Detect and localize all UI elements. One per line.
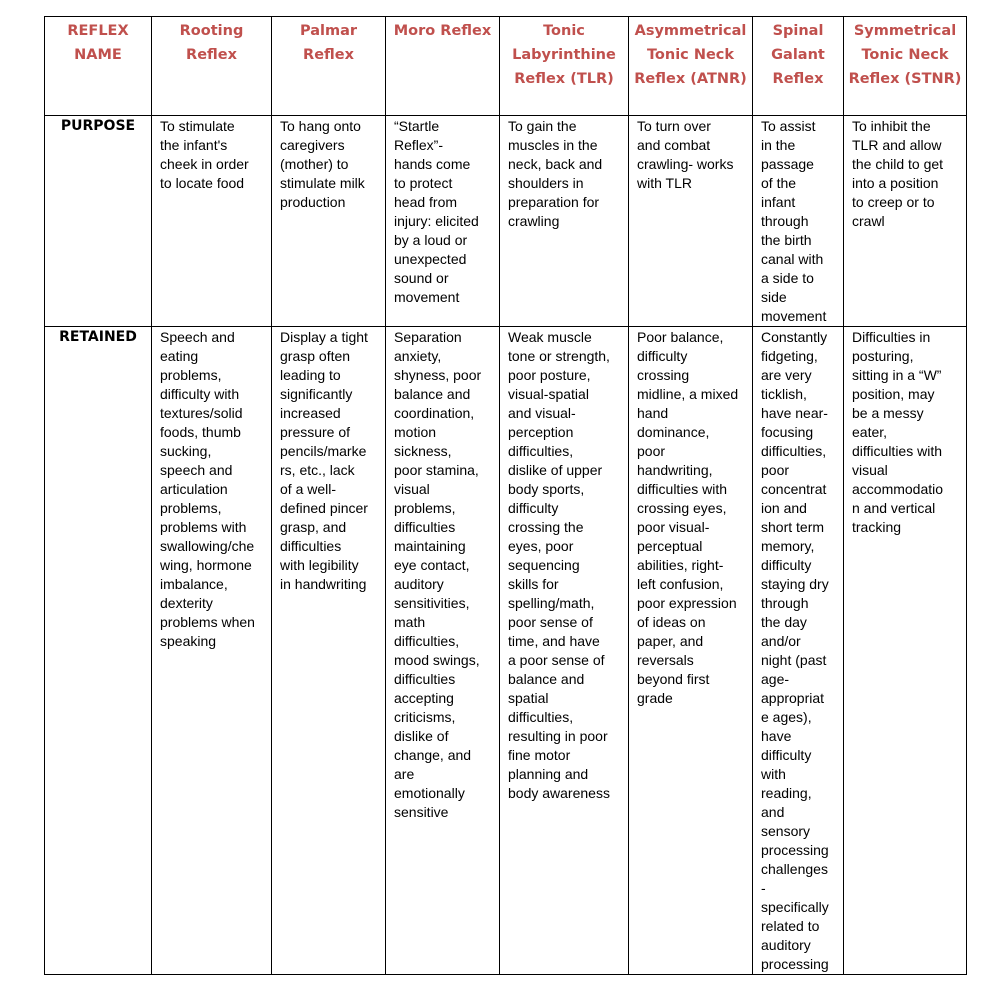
header-cell-spinal-galant [753, 17, 844, 116]
header-cell-atnr [629, 17, 753, 116]
retained-row [45, 327, 967, 975]
header-cell-tlr [500, 17, 629, 116]
cell-text: To assist in the passage of the infant through the birth canal with a side to side movement [761, 118, 827, 324]
header-cell-stnr [844, 17, 967, 116]
reflex-table [44, 16, 967, 975]
cell-text: Difficulties in posturing, sitting in a “W” position, may be a messy eater, difficulties with visual accommodatio n and vertical tracking [852, 329, 944, 535]
header-cell-moro [386, 17, 500, 116]
cell-text: Poor balance, difficulty crossing midline, a mixed hand dominance, poor handwriting, difficulties with crossing eyes, poor visual- perceptual abilities, right- left confusion, poor expression of ideas on paper, and reversals beyond first grade [637, 329, 739, 706]
header-rooting-reflex: Rooting Reflex [179, 23, 244, 63]
retained-cell-rooting [152, 327, 272, 975]
header-moro-reflex: Moro Reflex [393, 23, 492, 39]
header-cell-palmar [272, 17, 386, 116]
header-row [45, 17, 967, 116]
retained-cell-tlr [500, 327, 629, 975]
retained-label: RETAINED [45, 327, 152, 975]
header-palmar-reflex: Palmar Reflex [299, 23, 358, 63]
purpose-cell-tlr [500, 116, 629, 327]
cell-text: To gain the muscles in the neck, back and shoulders in preparation for crawling [508, 118, 603, 229]
cell-text: To stimulate the infant's cheek in order to locate food [160, 118, 249, 191]
cell-text: Weak muscle tone or strength, poor posture, visual-spatial and visual- perception difficulties, dislike of upper body sports, difficulty crossing the eyes, poor sequencing skills for spelling/math, poor sense of time, and have a poor sense of balance and spatial difficulties, resulting in poor fine motor planning and body awareness [508, 329, 610, 801]
retained-cell-stnr [844, 327, 967, 975]
cell-text: Separation anxiety, shyness, poor balance and coordination, motion sickness, poor stamina, visual problems, difficulties maintaining eye contact, auditory sensitivities, math difficulties, mood swings, difficulties accepting criticisms, dislike of change, and are emotionally sensitive [394, 329, 482, 820]
header-label: REFLEX NAME [67, 23, 129, 63]
retained-cell-palmar [272, 327, 386, 975]
cell-text: To hang onto caregivers (mother) to stimulate milk production [280, 118, 365, 210]
purpose-row [45, 116, 967, 327]
cell-text: To turn over and combat crawling- works with TLR [637, 118, 734, 191]
header-atnr: Asymmetrical Tonic Neck Reflex (ATNR) [634, 23, 747, 87]
purpose-cell-atnr [629, 116, 753, 327]
retained-cell-spinal-galant [753, 327, 844, 975]
header-label-cell [45, 17, 152, 116]
purpose-cell-spinal-galant [753, 116, 844, 327]
cell-text: Display a tight grasp often leading to significantly increased pressure of pencils/marke rs, etc., lack of a well- defined pincer grasp, and difficulties with legibility in handwriting [280, 329, 368, 592]
header-cell-rooting [152, 17, 272, 116]
cell-text: Speech and eating problems, difficulty with textures/solid foods, thumb sucking, speech and articulation problems, problems with swallowing/che wing, hormone imbalance, dexterity problems when speaking [160, 329, 255, 649]
purpose-cell-moro [386, 116, 500, 327]
cell-text: Constantly fidgeting, are very ticklish, have near- focusing difficulties, poor concentrat ion and short term memory, difficulty staying dry through the day and/or night (past age- appropriat e ages), have difficulty with reading, and sensory processing challenges - specifically related to auditory processing [761, 329, 829, 972]
header-spinal-galant-reflex: Spinal Galant Reflex [771, 23, 825, 87]
header-tlr: Tonic Labyrinthine Reflex (TLR) [512, 23, 616, 87]
purpose-cell-stnr [844, 116, 967, 327]
purpose-cell-rooting [152, 116, 272, 327]
retained-cell-moro [386, 327, 500, 975]
retained-cell-atnr [629, 327, 753, 975]
cell-text: “Startle Reflex”- hands come to protect head from injury: elicited by a loud or unexpected sound or movement [394, 118, 479, 305]
cell-text: To inhibit the TLR and allow the child to get into a position to creep or to crawl [852, 118, 944, 229]
header-stnr: Symmetrical Tonic Neck Reflex (STNR) [848, 23, 962, 87]
purpose-label: PURPOSE [45, 116, 152, 327]
purpose-cell-palmar [272, 116, 386, 327]
